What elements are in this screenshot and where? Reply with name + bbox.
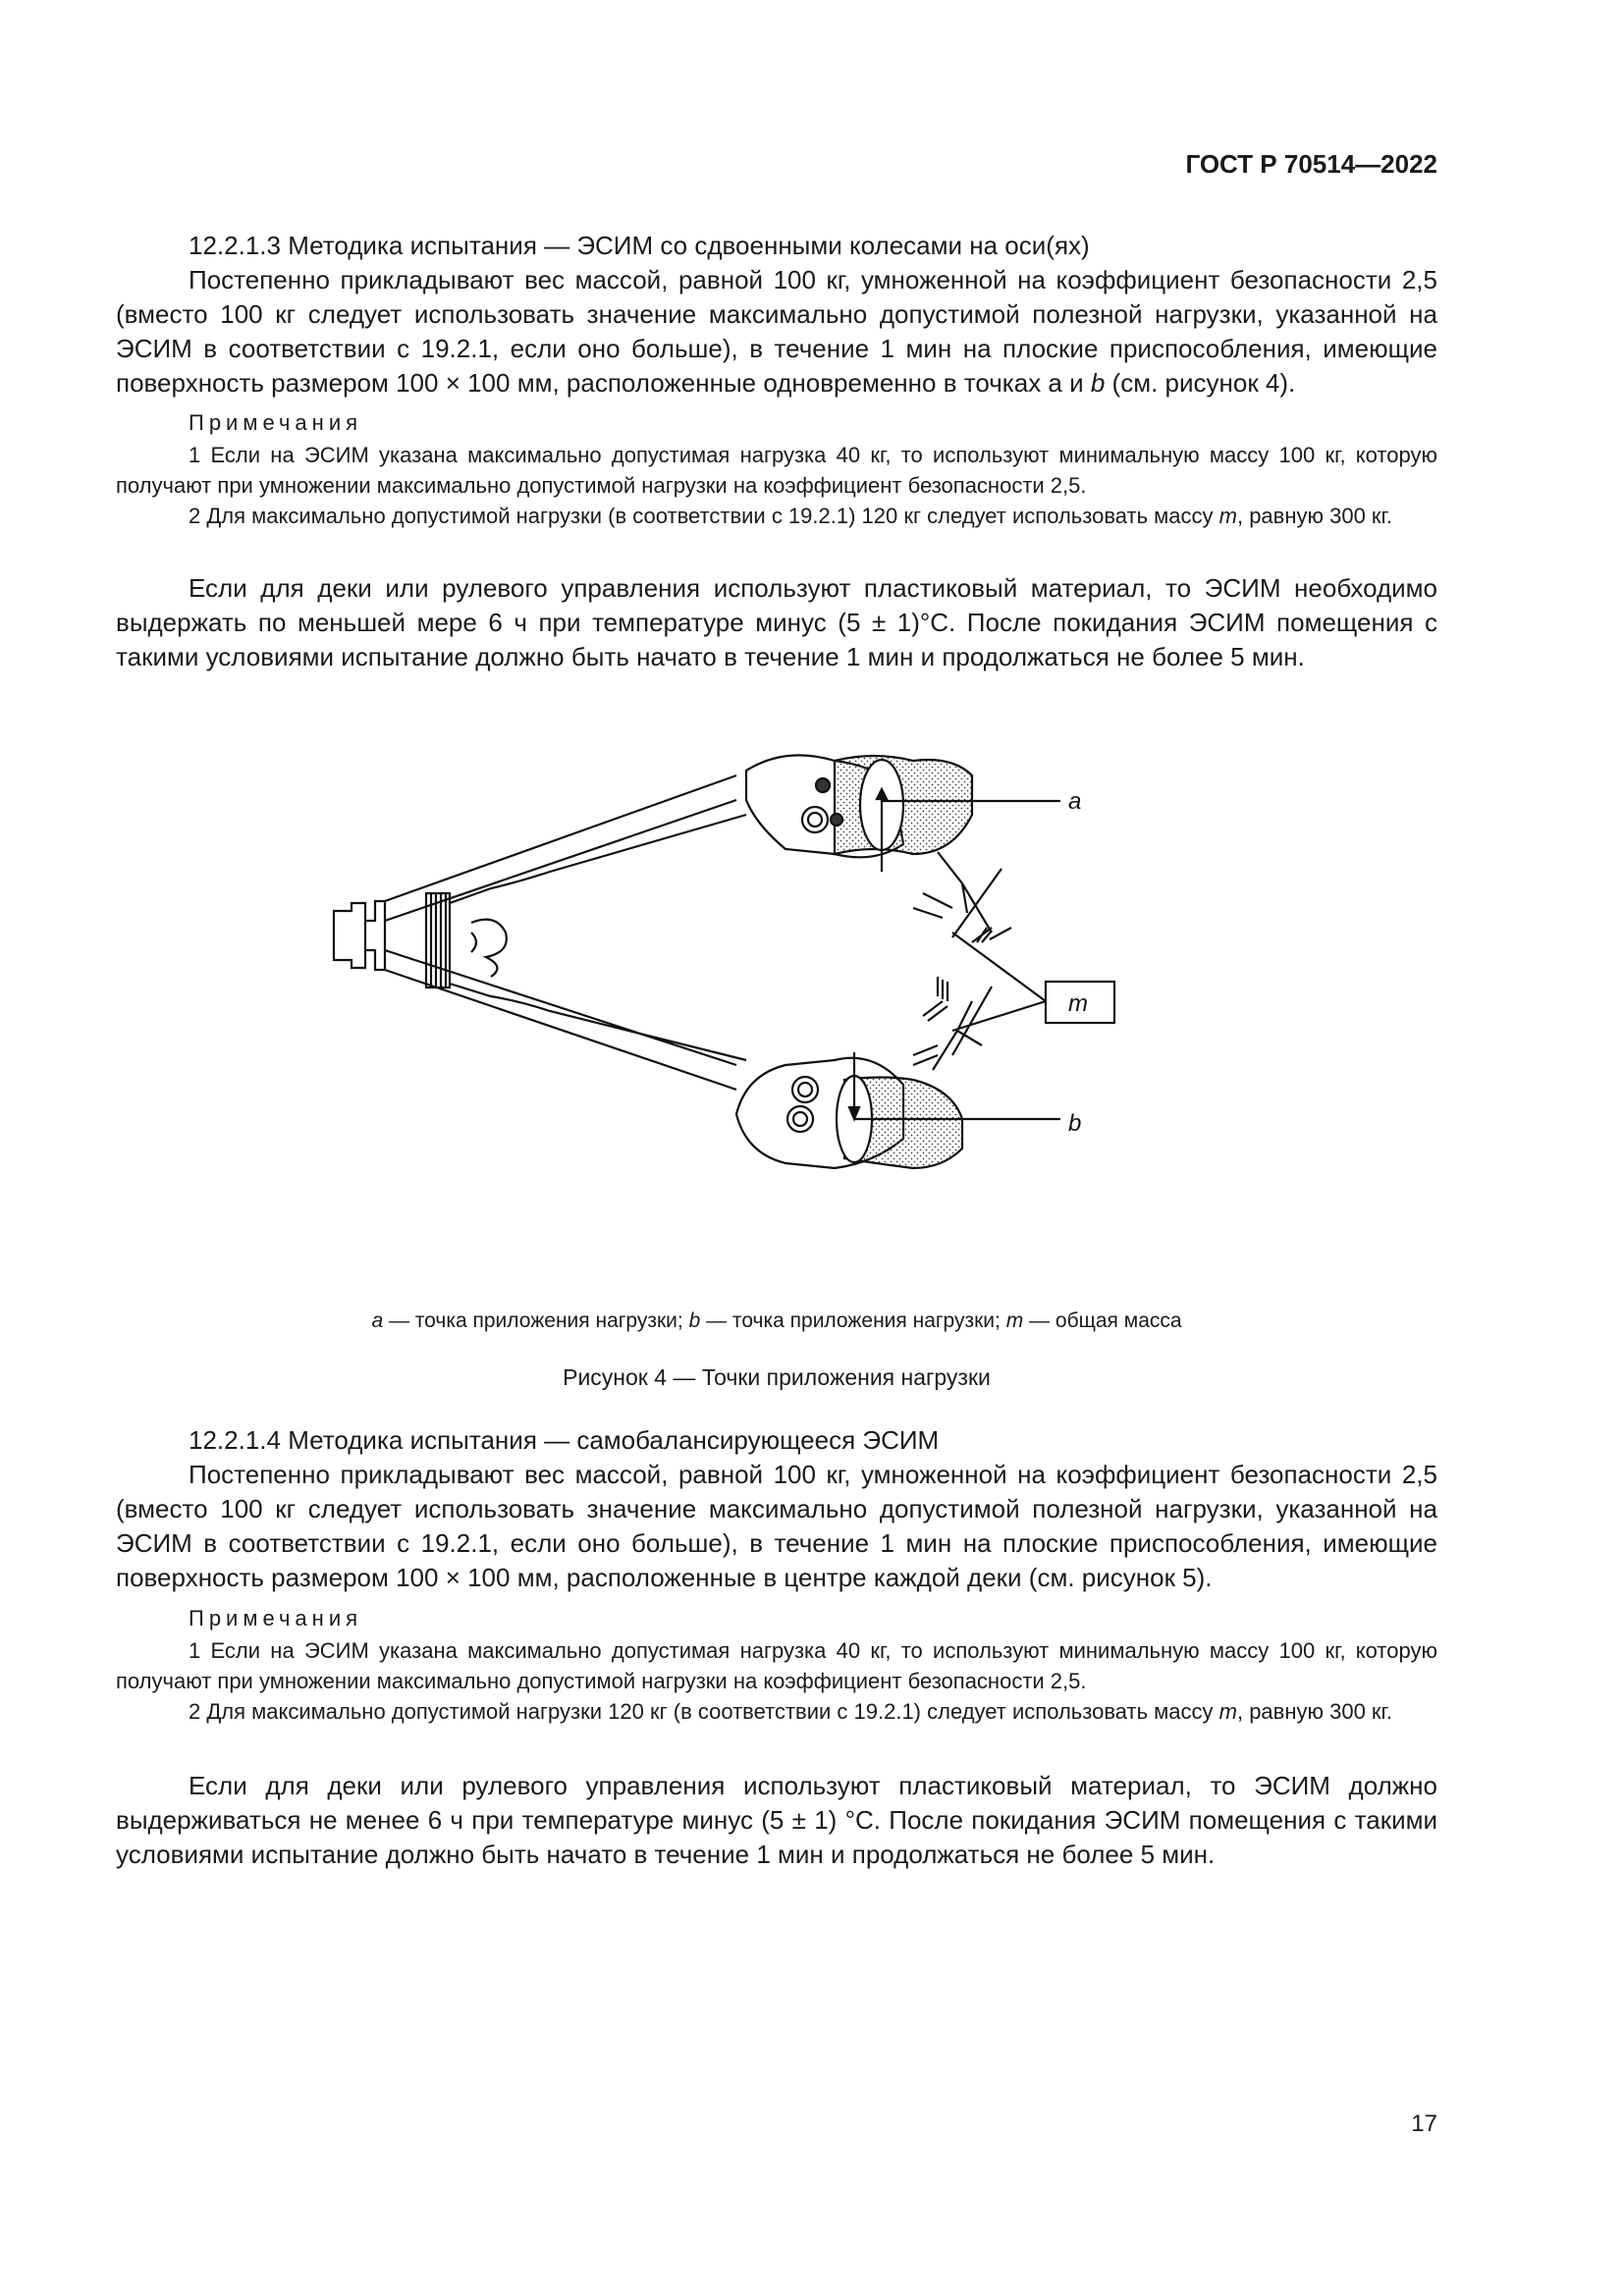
note-2-text: 2 Для максимально допустимой нагрузки (в соответствии с 19.2.1) 120 кг следует использовать массу xyxy=(189,504,1219,528)
section-heading-12-2-1-4: 12.2.1.4 Методика испытания — самобалансирующееся ЭСИМ xyxy=(189,1425,940,1455)
legend-b-text: — точка приложения нагрузки; xyxy=(700,1309,1006,1332)
figure-legend xyxy=(116,1309,1437,1333)
section-paragraph-2: Постепенно прикладывают вес массой, равной 100 кг, умноженной на коэффициент безопасности 2,5 (вместо 100 кг следует использовать значение максимально допустимой полезной нагрузки, указанной на ЭСИМ в соответствии с 19.2.1, если оно больше), в течение 1 мин на плоские приспособления, имеющие поверхность размером 100 × 100 мм, расположенные в центре каждой деки (см. рисунок 5). xyxy=(116,1460,1437,1592)
label-b: b xyxy=(1068,1110,1082,1137)
note-1: 1 Если на ЭСИМ указана максимально допустимая нагрузка 40 кг, то используют минимальную массу 100 кг, которую получают при умножении максимально допустимой нагрузки на коэффициент безопасности 2,5. xyxy=(116,443,1437,498)
front-connector xyxy=(334,903,365,968)
plastic-paragraph-2: Если для деки или рулевого управления используют пластиковый материал, то ЭСИМ должно выдерживаться не менее 6 ч при температуре минус (5 ± 1) °С. После покидания ЭСИМ помещения с такими условиями испытание должно быть начато в течение 1 мин и продолжаться не более 5 мин. xyxy=(116,1771,1437,1869)
notes-title-2: Примечания xyxy=(189,1606,363,1630)
section-heading-12-2-1-3: 12.2.1.3 Методика испытания — ЭСИМ со сдвоенными колесами на оси(ях) xyxy=(189,231,1090,260)
note-1-b: 1 Если на ЭСИМ указана максимально допустимая нагрузка 40 кг, то используют минимальную массу 100 кг, которую получают при умножении максимально допустимой нагрузки на коэффициент безопасности 2,5. xyxy=(116,1638,1437,1693)
legend-a: a xyxy=(371,1309,384,1332)
section-paragraph xyxy=(116,263,1437,400)
note-2-end: , равную 300 кг. xyxy=(1236,504,1393,528)
note-2-b-text: 2 Для максимально допустимой нагрузки 120 кг (в соответствии с 19.2.1) следует использовать массу xyxy=(189,1699,1219,1724)
legend-b: b xyxy=(688,1309,701,1332)
note-2-b-end: , равную 300 кг. xyxy=(1236,1699,1393,1724)
mass-m-ref-2: m xyxy=(1218,1699,1237,1724)
paragraph-text: Постепенно прикладывают вес массой, равной 100 кг, умноженной на коэффициент безопасности 2,5 (вместо 100 кг следует использовать значение максимально допустимой полезной нагрузки, указанной на ЭСИМ в соответствии с 19.2.1, если оно больше), в течение 1 мин на плоские приспособления, имеющие поверхность размером 100 × 100 мм, расположенные одновременно в точках а и xyxy=(116,265,1437,398)
label-a: a xyxy=(1068,788,1082,815)
paragraph-end: (см. рисунок 4). xyxy=(1105,368,1296,398)
document-code-header: ГОСТ Р 70514—2022 xyxy=(1185,149,1437,179)
label-m: m xyxy=(1068,990,1088,1017)
legend-a-text: — точка приложения нагрузки; xyxy=(383,1309,689,1332)
page-number: 17 xyxy=(1411,2110,1437,2137)
mass-m-ref: m xyxy=(1218,504,1237,528)
legend-m: m xyxy=(1005,1309,1024,1332)
note-2 xyxy=(116,501,1437,531)
plastic-paragraph: Если для деки или рулевого управления используют пластиковый материал, то ЭСИМ необходимо выдержать по меньшей мере 6 ч при температуре минус (5 ± 1)°С. После покидания ЭСИМ помещения с такими условиями испытание должно быть начато в течение 1 мин и продолжаться не более 5 мин. xyxy=(116,573,1437,671)
load-points-diagram xyxy=(324,707,1149,1256)
figure-title: Рисунок 4 — Точки приложения нагрузки xyxy=(563,1364,991,1390)
point-b-ref: b xyxy=(1090,368,1106,398)
note-2-b xyxy=(116,1696,1437,1727)
notes-title: Примечания xyxy=(189,410,363,435)
legend-m-text: — общая масса xyxy=(1023,1309,1182,1332)
